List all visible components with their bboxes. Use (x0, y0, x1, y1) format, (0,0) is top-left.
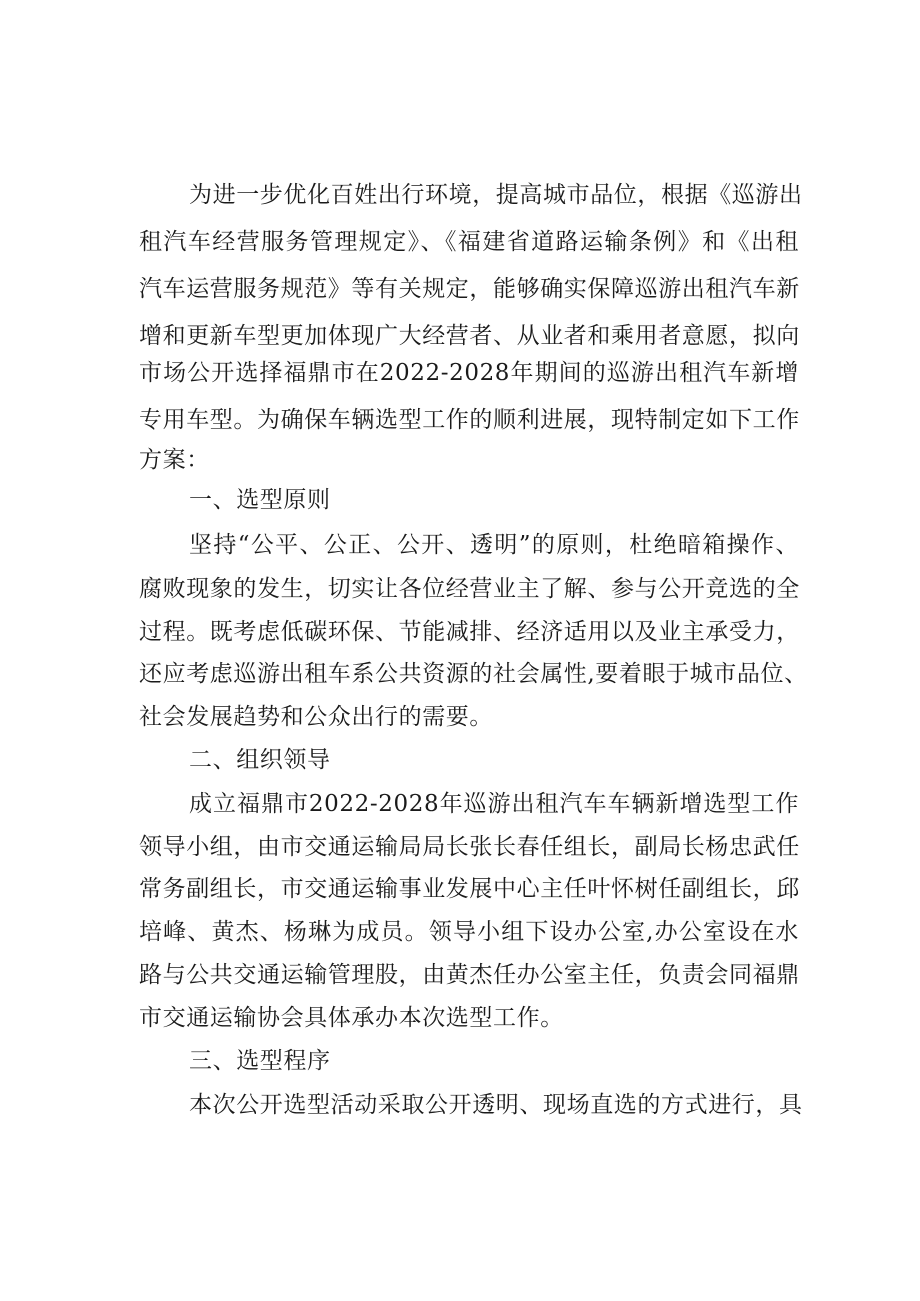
paragraph-3-line-2: 领导小组，由市交通运输局局长张长春任组长，副局长杨忠武任 (139, 834, 800, 860)
paragraph-1-line-2: 租汽车经营服务管理规定》、《福建省道路运输条例》和《出租 (139, 229, 799, 255)
paragraph-3-line-1: 成立福鼎市2022-2028年巡游出租汽车车辆新增选型工作 (189, 791, 799, 817)
paragraph-4-line-1: 本次公开选型活动采取公开透明、现场直选的方式进行，具 (189, 1092, 803, 1118)
paragraph-3-line-3: 常务副组长，市交通运输事业发展中心主任叶怀树任副组长，邱 (139, 876, 800, 902)
paragraph-2-line-5: 社会发展趋势和公众出行的需要。 (139, 704, 493, 730)
paragraph-1-line-7: 方案： (139, 447, 210, 473)
paragraph-1-line-1: 为进一步优化百姓出行环境，提高城市品位，根据《巡游出 (189, 182, 803, 208)
paragraph-3-line-6: 市交通运输协会具体承办本次选型工作。 (139, 1005, 564, 1031)
paragraph-2-line-4: 还应考虑巡游出租车系公共资源的社会属性,要着眼于城市品位、 (139, 661, 808, 687)
paragraph-1-line-3: 汽车运营服务规范》等有关规定，能够确实保障巡游出租汽车新 (139, 276, 800, 302)
paragraph-2-line-1: 坚持“公平、公正、公开、透明”的原则，杜绝暗箱操作、 (189, 532, 799, 558)
section-heading-principles: 一、选型原则 (189, 487, 331, 513)
paragraph-2-line-3: 过程。既考虑低碳环保、节能减排、经济适用以及业主承受力， (139, 619, 800, 645)
paragraph-3-line-4: 培峰、黄杰、杨琳为成员。领导小组下设办公室,办公室设在水 (139, 919, 799, 945)
paragraph-1-line-6: 专用车型。为确保车辆选型工作的顺利进展，现特制定如下工作 (139, 407, 800, 433)
paragraph-1-line-5: 市场公开选择福鼎市在2022-2028年期间的巡游出租汽车新增 (139, 360, 799, 386)
section-heading-leadership: 二、组织领导 (189, 747, 331, 773)
paragraph-2-line-2: 腐败现象的发生，切实让各位经营业主了解、参与公开竞选的全 (139, 576, 800, 602)
section-heading-procedure: 三、选型程序 (189, 1048, 331, 1074)
paragraph-3-line-5: 路与公共交通运输管理股，由黄杰任办公室主任，负责会同福鼎 (139, 962, 800, 988)
paragraph-1-line-4: 增和更新车型更加体现广大经营者、从业者和乘用者意愿，拟向 (139, 323, 800, 349)
